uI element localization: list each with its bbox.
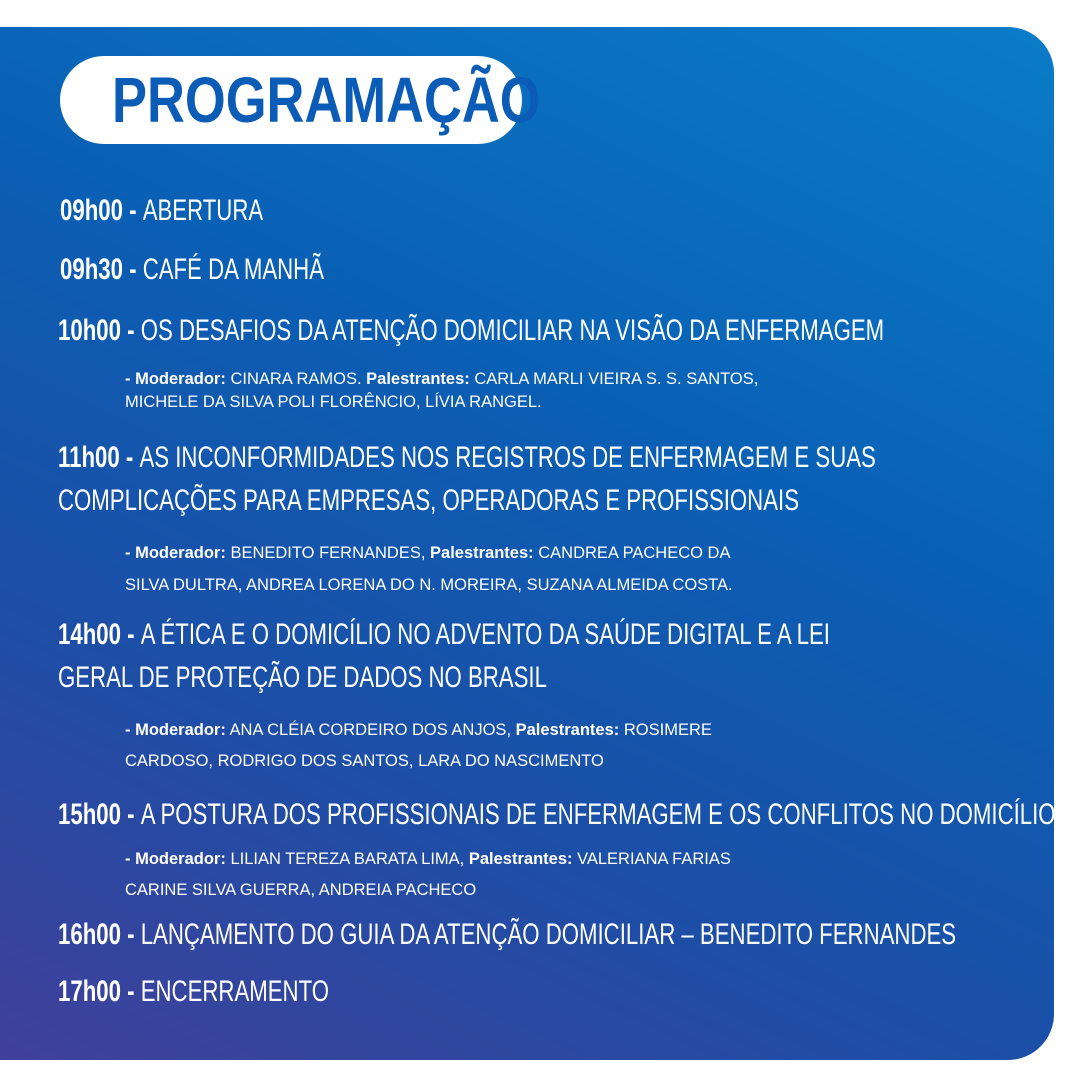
speakers-line: SILVA DULTRA, ANDREA LORENA DO N. MOREIRA, SUZANA ALMEIDA COSTA. <box>125 576 733 594</box>
schedule-item-title-continued <box>58 657 547 699</box>
item-time: 14h00 <box>58 618 121 651</box>
moderator-name: BENEDITO FERNANDES, <box>230 544 426 562</box>
item-details: - Moderador: BENEDITO FERNANDES, Palestrantes: CANDREA PACHECO DA <box>125 544 731 562</box>
speakers-line: CARDOSO, RODRIGO DOS SANTOS, LARA DO NASCIMENTO <box>125 752 604 770</box>
moderator-label: Moderador: <box>135 721 226 739</box>
speakers-label: Palestrantes: <box>366 370 470 388</box>
moderator-name: CINARA RAMOS. <box>230 370 362 388</box>
speakers-line: CANDREA PACHECO DA <box>538 544 731 562</box>
schedule-item: 09h30 - CAFÉ DA MANHÃ <box>60 253 325 286</box>
item-details-continued <box>125 391 542 414</box>
item-time: 15h00 <box>58 798 121 831</box>
moderator-name: ANA CLÉIA CORDEIRO DOS ANJOS, <box>229 721 512 739</box>
schedule-item: 10h00 - OS DESAFIOS DA ATENÇÃO DOMICILIAR NA VISÃO DA ENFERMAGEM <box>58 314 885 347</box>
item-title: CAFÉ DA MANHÃ <box>142 253 325 286</box>
item-title: GERAL DE PROTEÇÃO DE DADOS NO BRASIL <box>58 661 547 694</box>
item-title: ENCERRAMENTO <box>140 975 330 1008</box>
item-details: - Moderador: CINARA RAMOS. Palestrantes: CARLA MARLI VIEIRA S. S. SANTOS, <box>125 370 759 388</box>
schedule-item: 17h00 - ENCERRAMENTO <box>58 975 330 1008</box>
moderator-label: Moderador: <box>135 850 226 868</box>
schedule-item: 15h00 - A POSTURA DOS PROFISSIONAIS DE ENFERMAGEM E OS CONFLITOS NO DOMICÍLIO <box>58 798 1056 831</box>
item-title: A ÉTICA E O DOMICÍLIO NO ADVENTO DA SAÚDE DIGITAL E A LEI <box>140 618 830 651</box>
item-time: 10h00 <box>58 314 121 347</box>
speakers-line: MICHELE DA SILVA POLI FLORÊNCIO, LÍVIA RANGEL. <box>125 393 542 411</box>
speakers-line: VALERIANA FARIAS <box>577 850 731 868</box>
item-time: 09h30 <box>60 253 123 286</box>
item-title: ABERTURA <box>142 194 264 227</box>
item-title: LANÇAMENTO DO GUIA DA ATENÇÃO DOMICILIAR – BENEDITO FERNANDES <box>140 918 957 951</box>
speakers-line: CARLA MARLI VIEIRA S. S. SANTOS, <box>474 370 759 388</box>
item-details-continued <box>125 875 476 906</box>
schedule-item: 16h00 - LANÇAMENTO DO GUIA DA ATENÇÃO DOMICILIAR – BENEDITO FERNANDES <box>58 918 957 951</box>
speakers-label: Palestrantes: <box>515 721 620 739</box>
item-details-continued <box>125 570 733 601</box>
item-title: A POSTURA DOS PROFISSIONAIS DE ENFERMAGEM E OS CONFLITOS NO DOMICÍLIO <box>140 798 1056 831</box>
item-time: 16h00 <box>58 918 121 951</box>
moderator-label: Moderador: <box>135 544 226 562</box>
item-time: 17h00 <box>58 975 121 1008</box>
speakers-line: CARINE SILVA GUERRA, ANDREIA PACHECO <box>125 881 477 899</box>
item-title: AS INCONFORMIDADES NOS REGISTROS DE ENFERMAGEM E SUAS <box>139 441 876 474</box>
item-details-continued <box>125 746 604 777</box>
schedule-item-title-continued <box>58 480 799 522</box>
schedule-item: 14h00 - A ÉTICA E O DOMICÍLIO NO ADVENTO DA SAÚDE DIGITAL E A LEI <box>58 618 830 651</box>
item-title: OS DESAFIOS DA ATENÇÃO DOMICILIAR NA VISÃO DA ENFERMAGEM <box>140 314 885 347</box>
item-time: 11h00 <box>58 441 120 474</box>
page-title: PROGRAMAÇÃO <box>112 64 541 136</box>
speakers-label: Palestrantes: <box>430 544 534 562</box>
speakers-line: ROSIMERE <box>623 721 712 739</box>
moderator-name: LILIAN TEREZA BARATA LIMA, <box>230 850 465 868</box>
item-time: 09h00 <box>60 194 123 227</box>
speakers-label: Palestrantes: <box>468 850 573 868</box>
schedule-item: 09h00 - ABERTURA <box>60 194 264 227</box>
schedule-item: 11h00 - AS INCONFORMIDADES NOS REGISTROS DE ENFERMAGEM E SUAS <box>58 441 876 474</box>
title-pill <box>60 56 541 144</box>
item-details: - Moderador: ANA CLÉIA CORDEIRO DOS ANJOS, Palestrantes: ROSIMERE <box>125 721 712 739</box>
item-title: COMPLICAÇÕES PARA EMPRESAS, OPERADORAS E PROFISSIONAIS <box>58 484 800 517</box>
moderator-label: Moderador: <box>135 370 226 388</box>
item-details: - Moderador: LILIAN TEREZA BARATA LIMA, Palestrantes: VALERIANA FARIAS <box>125 850 731 868</box>
